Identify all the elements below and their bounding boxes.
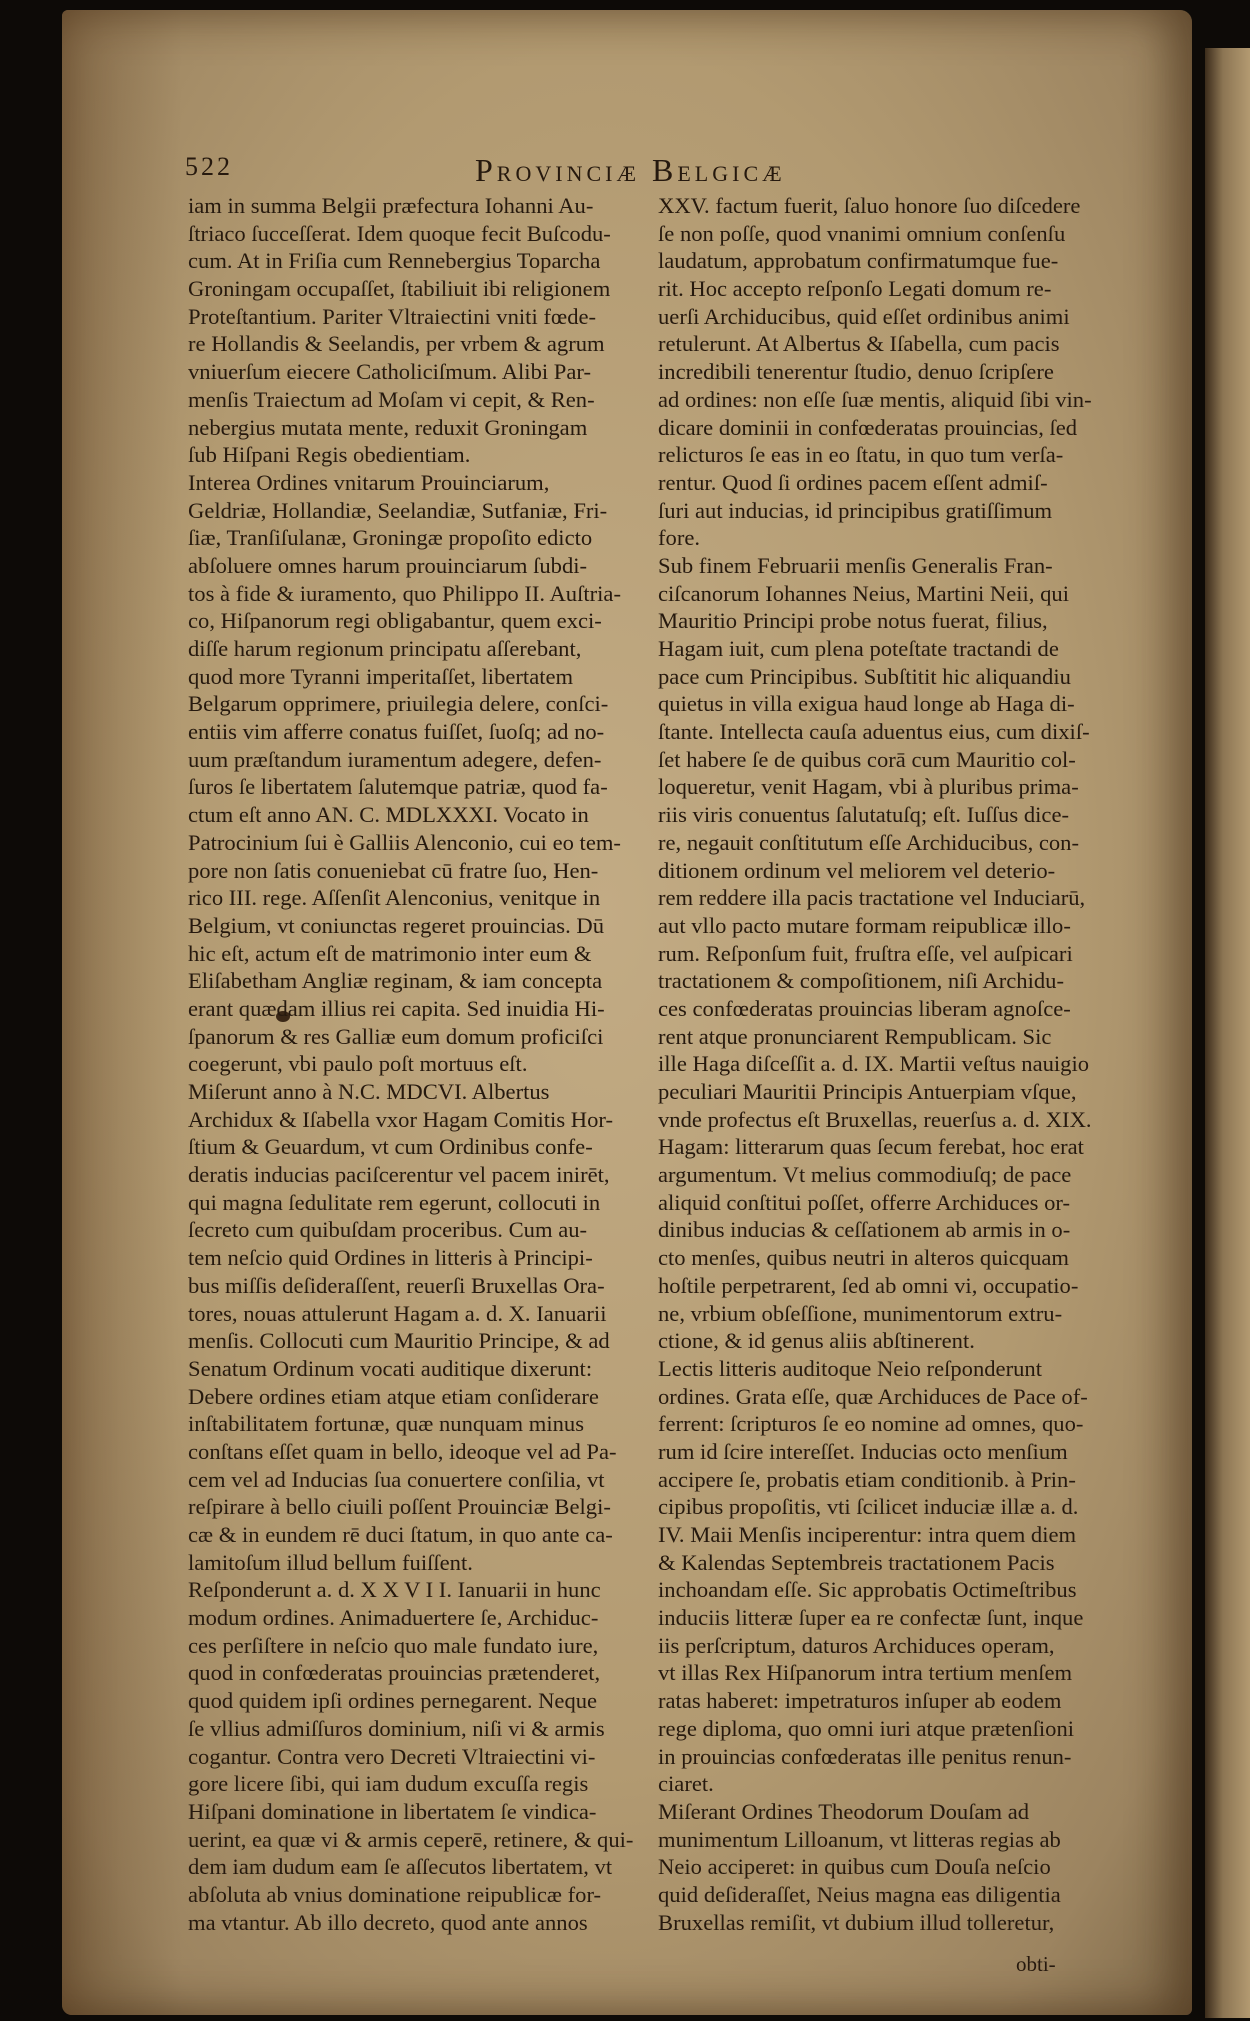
text-line: abſoluere omnes harum prouinciarum ſubdi- (188, 552, 588, 578)
text-line: quod quidem ipſi ordines pernegarent. Neque (188, 1688, 598, 1714)
text-line: menſis Traiectum ad Moſam vi cepit, & Ren- (188, 386, 595, 412)
text-line: ditionem ordinum vel meliorem vel deterio- (658, 857, 1056, 883)
text-line: vnde profectus eſt Bruxellas, reuerſus a. d. XIX. (658, 1106, 1092, 1132)
text-line: uerint, ea quæ vi & armis ceperē, retinere, & qui- (188, 1826, 634, 1852)
text-line: nebergius mutata mente, reduxit Groningam (188, 414, 588, 440)
text-line: ciſcanorum Iohannes Neius, Martini Neii, qui (658, 580, 1069, 606)
text-line: aliquid conſtitui poſſet, offerre Archiduces or- (658, 1189, 1070, 1215)
text-line: rentur. Quod ſi ordines pacem eſſent admiſ- (658, 469, 1048, 495)
text-line: Hiſpani dominatione in libertatem ſe vindica- (188, 1798, 597, 1824)
text-line: ſuros ſe libertatem ſalutemque patriæ, quod fa- (188, 774, 608, 800)
text-line: ſtante. Intellecta cauſa aduentus eius, cum dixiſ- (658, 719, 1090, 745)
text-line: Miſerunt anno à N.C. MDCVI. Albertus (188, 1079, 550, 1104)
text-line: deratis inducias paciſcerentur vel pacem inirēt, (188, 1162, 610, 1188)
text-line: ordines. Grata eſſe, quæ Archiduces de Pace of- (658, 1383, 1088, 1409)
text-line: hic eſt, actum eſt de matrimonio inter eum & (188, 940, 592, 966)
text-line: Senatum Ordinum vocati auditique dixerunt: (188, 1355, 593, 1381)
text-line: incredibili tenerentur ſtudio, denuo ſcripſere (658, 359, 1054, 385)
text-line: reſpirare à bello ciuili poſſent Prouinciæ Belgi- (188, 1494, 611, 1520)
text-line: ſub Hiſpani Regis obedientiam. (188, 442, 471, 468)
text-line: tractationem & compoſitionem, niſi Archidu- (658, 968, 1064, 994)
text-line: iam in summa Belgii præfectura Iohanni Au- (188, 193, 594, 218)
text-line: ma vtantur. Ab illo decreto, quod ante annos (188, 1909, 588, 1935)
text-line: ferrent: ſcripturos ſe eo nomine ad omnes, quo- (658, 1411, 1084, 1437)
text-line: cto menſes, quibus neutri in alteros quicquam (658, 1245, 1069, 1271)
text-line: Hagam iuit, cum plena poteſtate tractandi de (658, 636, 1059, 661)
text-line: & Kalendas Septembreis tractationem Pacis (658, 1549, 1055, 1575)
text-line: Archidux & Iſabella vxor Hagam Comitis Hor- (188, 1106, 613, 1132)
text-line: abſoluta ab vnius dominatione reipublicæ for- (188, 1881, 602, 1907)
text-line: relicturos ſe eas in eo ſtatu, in quo tum verſa- (658, 442, 1064, 468)
text-line: cogantur. Contra vero Decreti Vltraiectini vi- (188, 1743, 596, 1769)
text-line: argumentum. Vt melius commodiuſq; de pace (658, 1162, 1072, 1188)
running-head (185, 152, 1125, 196)
text-line: ces perſiſtere in neſcio quo male fundato iure, (188, 1632, 599, 1658)
text-line: rent atque pronunciarent Rempublicam. Sic (658, 1023, 1052, 1049)
text-line: Debere ordines etiam atque etiam conſiderare (188, 1383, 599, 1409)
catchword: obti- (1016, 1952, 1056, 1976)
text-line: Belgarum opprimere, priuilegia delere, conſci- (188, 691, 609, 717)
text-line: uum præſtandum iuramentum adegere, defen- (188, 746, 602, 772)
text-line: XXV. factum fuerit, ſaluo honore ſuo diſcedere (658, 193, 1081, 218)
text-line: gore licere ſibi, qui iam dudum excuſſa regis (188, 1771, 589, 1797)
text-line: quod more Tyranni imperitaſſet, libertatem (188, 663, 574, 689)
text-line: loqueretur, venit Hagam, vbi à pluribus prima- (658, 774, 1079, 800)
text-line: cæ & in eundem rē duci ſtatum, in quo ante ca- (188, 1522, 613, 1547)
text-line: tores, nouas attulerunt Hagam a. d. X. Ianuarii (188, 1300, 607, 1326)
text-line: quietus in villa exigua haud longe ab Haga di- (658, 691, 1075, 717)
text-line: diſſe harum regionum principatu aſſerebant, (188, 636, 582, 661)
right-text-column (658, 192, 1106, 1936)
text-line: erant quædam illius rei capita. Sed inuidia Hi- (188, 995, 605, 1021)
text-line: menſis. Collocuti cum Mauritio Principe, & ad (188, 1328, 610, 1354)
text-line: ſe non poſſe, quod vnanimi omnium conſenſu (658, 220, 1066, 246)
text-line: Eliſabetham Angliæ reginam, & iam concepta (188, 968, 603, 994)
text-line: pace cum Principibus. Subſtitit hic aliquandiu (658, 663, 1071, 689)
text-line: Belgium, vt coniunctas regeret prouincias. Dū (188, 912, 604, 938)
text-line: Patrocinium ſui è Galliis Alenconio, cui eo tem- (188, 829, 621, 855)
running-title: Provinciæ Belgicæ (475, 152, 786, 188)
text-line: Proteſtantium. Pariter Vltraiectini vniti fœde- (188, 303, 597, 329)
text-line: quod in confœderatas prouincias prætenderet, (188, 1660, 601, 1686)
text-line: qui magna ſedulitate rem egerunt, collocuti in (188, 1189, 601, 1215)
text-line: ſtriaco ſucceſſerat. Idem quoque fecit Buſcodu- (188, 220, 611, 246)
text-line: dicare dominii in confœderatas prouincias, ſed (658, 414, 1078, 440)
text-line: ctione, & id genus aliis abſtinerent. (658, 1328, 975, 1354)
text-line: dinibus inducias & ceſſationem ab armis in o- (658, 1217, 1071, 1243)
text-line: ſecreto cum quibuſdam proceribus. Cum au- (188, 1217, 588, 1243)
text-line: iis perſcriptum, daturos Archiduces operam, (658, 1632, 1055, 1658)
text-line: inchoandam eſſe. Sic approbatis Octimeſtribus (658, 1577, 1077, 1603)
text-line: fore. (658, 525, 701, 551)
text-line: induciis litteræ ſuper ea re confectæ ſunt, inque (658, 1605, 1084, 1631)
text-line: munimentum Lilloanum, vt litteras regias ab (658, 1826, 1061, 1852)
text-line: entiis vim afferre conatus fuiſſet, ſuoſq; ad no- (188, 719, 605, 745)
text-line: in prouincias confœderatas ille penitus renun- (658, 1743, 1072, 1769)
page-number: 522 (185, 152, 233, 181)
text-line: uerſi Archiducibus, quid eſſet ordinibus animi (658, 303, 1070, 329)
text-line: hoſtile perpetrarent, ſed ab omni vi, occupatio- (658, 1272, 1079, 1298)
text-line: ces confœderatas prouincias liberam agnoſce- (658, 995, 1071, 1021)
text-line: peculiari Mauritii Principis Antuerpiam vſque, (658, 1079, 1077, 1104)
text-line: re Hollandis & Seelandis, per vrbem & agrum (188, 331, 605, 357)
text-line: rico III. rege. Aſſenſit Alenconius, venitque in (188, 885, 601, 911)
adjacent-page-edge (1205, 48, 1250, 2018)
text-line: ciaret. (658, 1771, 714, 1797)
text-line: tem neſcio quid Ordines in litteris à Principi- (188, 1245, 593, 1271)
text-line: ctum eſt anno AN. C. MDLXXXI. Vocato in (188, 802, 589, 828)
text-line: ſiæ, Tranſiſulanæ, Groningæ propoſito edicto (188, 525, 593, 551)
text-line: ſtium & Geuardum, vt cum Ordinibus confe- (188, 1134, 593, 1160)
text-line: Mauritio Principi probe notus fuerat, filius, (658, 608, 1048, 634)
text-line: quid deſideraſſet, Neius magna eas diligentia (658, 1881, 1061, 1907)
text-line: Lectis litteris auditoque Neio reſponderunt (658, 1355, 1042, 1381)
text-line: riis viris conuentus ſalutatuſq; eſt. Iuſſus dice- (658, 802, 1070, 828)
text-line: Miſerant Ordines Theodorum Douſam ad (658, 1798, 1030, 1824)
text-line: ſet habere ſe de quibus corā cum Mauritio col- (658, 746, 1076, 772)
left-text-column (188, 192, 636, 1936)
gutter-shadow (62, 10, 182, 2015)
text-line: Bruxellas remiſit, vt dubium illud tolleretur, (658, 1909, 1055, 1935)
text-line: rem reddere illa pacis tractatione vel Induciarū, (658, 885, 1086, 911)
text-line: rum. Reſponſum fuit, fruſtra eſſe, vel auſpicari (658, 940, 1073, 966)
text-line: pore non ſatis conueniebat cū fratre ſuo, Hen- (188, 857, 599, 883)
text-line: retulerunt. At Albertus & Iſabella, cum pacis (658, 331, 1060, 357)
text-line: ſuri aut inducias, id principibus gratiſſimum (658, 497, 1053, 523)
text-line: Neio acciperet: in quibus cum Douſa neſcio (658, 1854, 1051, 1880)
text-line: coegerunt, vbi paulo poſt mortuus eſt. (188, 1051, 528, 1077)
text-line: cipibus propoſitis, vti ſcilicet induciæ illæ a. d. (658, 1494, 1079, 1520)
text-line: laudatum, approbatum confirmatumque fue- (658, 248, 1059, 274)
text-line: ad ordines: non eſſe ſuæ mentis, aliquid ſibi vin- (658, 386, 1092, 412)
text-line: re, negauit conſtitutum eſſe Archiducibus, con- (658, 829, 1080, 855)
text-line: ille Haga diſceſſit a. d. IX. Martii veſtus nauigio (658, 1051, 1090, 1077)
text-line: modum ordines. Animaduertere ſe, Archiduc- (188, 1605, 599, 1631)
text-line: rit. Hoc accepto reſponſo Legati domum re- (658, 276, 1052, 302)
text-line: Geldriæ, Hollandiæ, Seelandiæ, Sutfaniæ, Fri- (188, 497, 608, 523)
text-line: Groningam occupaſſet, ſtabiliuit ibi religionem (188, 276, 611, 302)
text-line: co, Hiſpanorum regi obligabantur, quem exci- (188, 608, 602, 634)
text-line: Interea Ordines vnitarum Prouinciarum, (188, 469, 550, 495)
text-line: Reſponderunt a. d. X X V I I. Ianuarii in hunc (188, 1577, 601, 1603)
text-line: Sub finem Februarii menſis Generalis Fran- (658, 552, 1053, 578)
text-line: vt illas Rex Hiſpanorum intra tertium menſem (658, 1660, 1073, 1686)
text-line: dem iam dudum eam ſe aſſecutos libertatem, vt (188, 1854, 613, 1880)
text-line: lamitoſum illud bellum fuiſſent. (188, 1549, 473, 1575)
text-line: aut vllo pacto mutare formam reipublicæ illo- (658, 912, 1071, 938)
text-line: ne, vrbium obſeſſione, munimentorum extru- (658, 1300, 1063, 1326)
text-line: cem vel ad Inducias ſua conuertere conſilia, vt (188, 1466, 605, 1492)
text-line: conſtans eſſet quam in bello, ideoque vel ad Pa- (188, 1438, 617, 1464)
text-line: rege diploma, quo omni iuri atque prætenſioni (658, 1715, 1075, 1741)
text-line: accipere ſe, probatis etiam conditionib. à Prin- (658, 1466, 1076, 1492)
text-line: rum id ſcire intereſſet. Inducias octo menſium (658, 1438, 1068, 1464)
text-line: Hagam: litterarum quas ſecum ferebat, hoc erat (658, 1134, 1084, 1160)
text-line: bus miſſis deſideraſſent, reuerſi Bruxellas Ora- (188, 1272, 605, 1298)
text-line: ſpanorum & res Galliæ eum domum proficiſci (188, 1023, 604, 1049)
text-line: cum. At in Friſia cum Rennebergius Toparcha (188, 248, 601, 274)
text-line: ratas haberet: impetraturos inſuper ab eodem (658, 1688, 1062, 1714)
text-line: IV. Maii Menſis inciperentur: intra quem diem (658, 1522, 1077, 1547)
text-line: inſtabilitatem fortunæ, quæ nunquam minus (188, 1411, 584, 1437)
text-line: vniuerſum eiecere Catholiciſmum. Alibi Par- (188, 359, 591, 385)
text-line: ſe vllius admiſſuros dominium, niſi vi & armis (188, 1715, 605, 1741)
text-line: tos à fide & iuramento, quo Philippo II. Auſtria- (188, 580, 621, 606)
